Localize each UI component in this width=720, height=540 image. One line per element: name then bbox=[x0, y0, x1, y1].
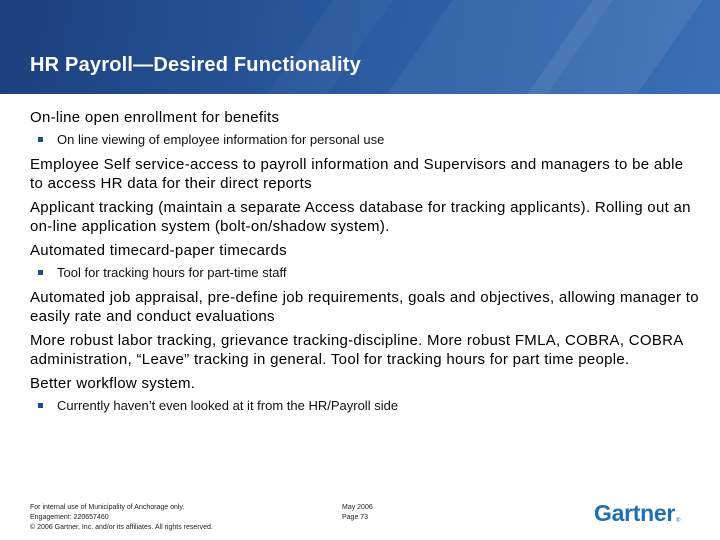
list-item: Employee Self service-access to payroll information and Supervisors and managers to be able to access HR data for their direct reports bbox=[30, 156, 684, 192]
footer-date: May 2006 bbox=[342, 504, 373, 511]
bullet-square-icon bbox=[38, 270, 43, 275]
sub-list-item bbox=[30, 398, 700, 414]
bullet-square-icon bbox=[38, 403, 43, 408]
title-banner bbox=[0, 0, 720, 94]
list-item: Automated timecard-paper timecards bbox=[30, 242, 287, 259]
footer-page: Page 73 bbox=[342, 514, 369, 521]
footer-line: For internal use of Municipality of Anchorage only. bbox=[30, 504, 185, 511]
slide-title: HR Payroll—Desired Functionality bbox=[30, 54, 361, 76]
sub-list-item-text: Tool for tracking hours for part-time staff bbox=[57, 265, 287, 280]
footer-line: © 2006 Gartner, Inc. and/or its affiliates. All rights reserved. bbox=[30, 524, 213, 531]
sub-list-item-text: Currently haven’t even looked at it from the HR/Payroll side bbox=[57, 398, 399, 413]
registered-mark: ® bbox=[675, 518, 681, 524]
list-item: Applicant tracking (maintain a separate Access database for tracking applicants). Rolling out an on-line application system (bolt-on/shadow system). bbox=[30, 199, 691, 235]
gartner-logo bbox=[594, 499, 680, 525]
sub-list-item bbox=[30, 132, 700, 148]
footer-date-page bbox=[342, 503, 373, 523]
list-item: Better workflow system. bbox=[30, 375, 196, 392]
footer-line: Engagement: 220657460 bbox=[30, 514, 109, 521]
sub-list-item bbox=[30, 265, 700, 281]
logo-text: Gartner bbox=[594, 500, 675, 526]
list-item: On-line open enrollment for benefits bbox=[30, 109, 280, 126]
bullet-square-icon bbox=[38, 137, 43, 142]
banner-stripe bbox=[267, 0, 393, 94]
footer-disclaimer bbox=[30, 503, 213, 533]
list-item: Automated job appraisal, pre-define job requirements, goals and objectives, allowing manager to easily rate and conduct evaluations bbox=[30, 289, 699, 325]
bullet-list bbox=[30, 108, 700, 421]
list-item: More robust labor tracking, grievance tracking-discipline. More robust FMLA, COBRA, COBRA administration, “Leave” tracking in general. Tool for tracking hours for part time people. bbox=[30, 332, 683, 368]
sub-list-item-text: On line viewing of employee information for personal use bbox=[57, 132, 385, 147]
